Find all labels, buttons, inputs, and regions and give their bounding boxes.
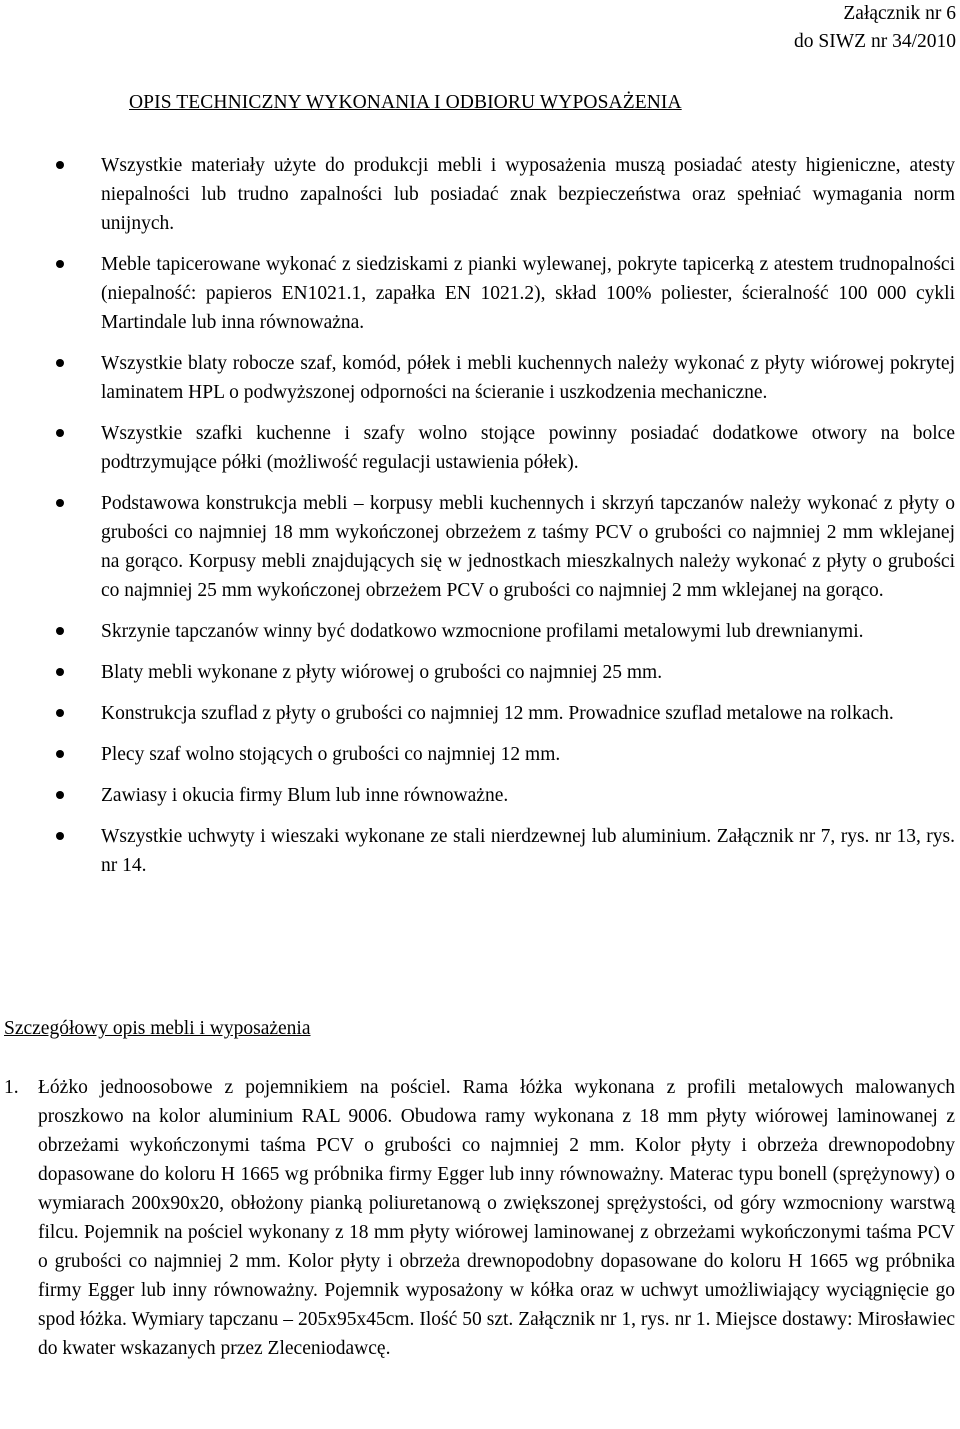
list-item-text: Wszystkie blaty robocze szaf, komód, półek i mebli kuchennych należy wykonać z płyty wiórowej pokrytej laminatem HPL o podwyższonej odporności na ścieranie i uszkodzenia mechaniczne. <box>101 353 955 403</box>
bullet-icon <box>56 161 64 169</box>
list-item <box>0 250 960 337</box>
list-item <box>0 151 960 238</box>
list-item-text: Skrzynie tapczanów winny być dodatkowo wzmocnione profilami metalowymi lub drewnianymi. <box>101 621 864 642</box>
attachment-number: Załącznik nr 6 <box>843 3 956 24</box>
numbered-item <box>0 1073 960 1363</box>
list-item <box>0 822 960 880</box>
document-title: OPIS TECHNICZNY WYKONANIA I ODBIORU WYPOSAŻENIA <box>129 92 682 113</box>
list-item <box>0 658 960 687</box>
item-number: 1. <box>4 1077 19 1098</box>
list-item-text: Plecy szaf wolno stojących o grubości co najmniej 12 mm. <box>101 744 561 765</box>
list-item-text: Wszystkie szafki kuchenne i szafy wolno stojące powinny posiadać dodatkowe otwory na bolce podtrzymujące półki (możliwość regulacji ustawienia półek). <box>101 423 955 473</box>
list-item-text: Zawiasy i okucia firmy Blum lub inne równoważne. <box>101 785 509 806</box>
bullet-icon <box>56 429 64 437</box>
list-item-text: Wszystkie uchwyty i wieszaki wykonane ze stali nierdzewnej lub aluminium. Załącznik nr 7, rys. nr 13, rys. nr 14. <box>101 826 955 876</box>
section-heading: Szczegółowy opis mebli i wyposażenia <box>4 1018 311 1039</box>
list-item <box>0 489 960 605</box>
bullet-icon <box>56 627 64 635</box>
list-item-text: Meble tapicerowane wykonać z siedziskami z pianki wylewanej, pokryte tapicerką z atestem trudnopalności (niepalność: papieros EN1021.1, zapałka EN 1021.2), skład 100% poliester, ścieralność 100 000 cykli Martindale lub inna równoważna. <box>101 254 955 333</box>
document-header <box>794 0 956 56</box>
list-item <box>0 740 960 769</box>
list-item <box>0 617 960 646</box>
bullet-icon <box>56 709 64 717</box>
bullet-icon <box>56 668 64 676</box>
list-item-text: Blaty mebli wykonane z płyty wiórowej o grubości co najmniej 25 mm. <box>101 662 663 683</box>
bullet-icon <box>56 260 64 268</box>
requirements-list <box>0 151 960 892</box>
list-item <box>0 349 960 407</box>
bullet-icon <box>56 499 64 507</box>
bullet-icon <box>56 791 64 799</box>
list-item-text: Konstrukcja szuflad z płyty o grubości co najmniej 12 mm. Prowadnice szuflad metalowe na rolkach. <box>101 703 894 724</box>
bullet-icon <box>56 750 64 758</box>
list-item-text: Podstawowa konstrukcja mebli – korpusy mebli kuchennych i skrzyń tapczanów należy wykonać z płyty o grubości co najmniej 18 mm wykończonej obrzeżem z taśmy PCV o grubości co najmniej 2 mm wklejanej na gorąco. Korpusy mebli znajdujących się w jednostkach mieszkalnych należy wykonać z płyty o grubości co najmniej 25 mm wykończonej obrzeżem PCV o grubości co najmniej 2 mm wklejanej na gorąco. <box>101 493 955 601</box>
bullet-icon <box>56 359 64 367</box>
list-item <box>0 699 960 728</box>
siwz-reference: do SIWZ nr 34/2010 <box>794 31 956 52</box>
item-description: Łóżko jednoosobowe z pojemnikiem na pościel. Rama łóżka wykonana z profili metalowych malowanych proszkowo na kolor aluminium RAL 9006. Obudowa ramy wykonana z 18 mm płyty wiórowej laminowanej z obrzeżami wykończonymi taśma PCV o grubości co najmniej 2 mm. Kolor płyty i obrzeża drewnopodobny dopasowane do koloru H 1665 wg próbnika firmy Egger lub inny równoważny. Materac typu bonell (sprężynowy) o wymiarach 200x90x20, obłożony pianką poliuretanową o zwiększonej sprężystości, od góry wzmocniony warstwą filcu. Pojemnik na pościel wykonany z 18 mm płyty wiórowej laminowanej z obrzeżami wykończonymi taśma PCV o grubości co najmniej 2 mm. Kolor płyty i obrzeża drewnopodobny dopasowane do koloru H 1665 wg próbnika firmy Egger lub inny równoważny. Pojemnik wyposażony w kółka oraz w uchwyt umożliwiający wyciągnięcie go spod łóżka. Wymiary tapczanu – 205x95x45cm. Ilość 50 szt. Załącznik nr 1, rys. nr 1. Miejsce dostawy: Mirosławiec do kwater wskazanych przez Zleceniodawcę. <box>38 1077 955 1359</box>
bullet-icon <box>56 832 64 840</box>
list-item-text: Wszystkie materiały użyte do produkcji mebli i wyposażenia muszą posiadać atesty higieniczne, atesty niepalności lub trudno zapalności lub posiadać znak bezpieczeństwa oraz spełniać wymagania norm unijnych. <box>101 155 955 234</box>
list-item <box>0 419 960 477</box>
list-item <box>0 781 960 810</box>
